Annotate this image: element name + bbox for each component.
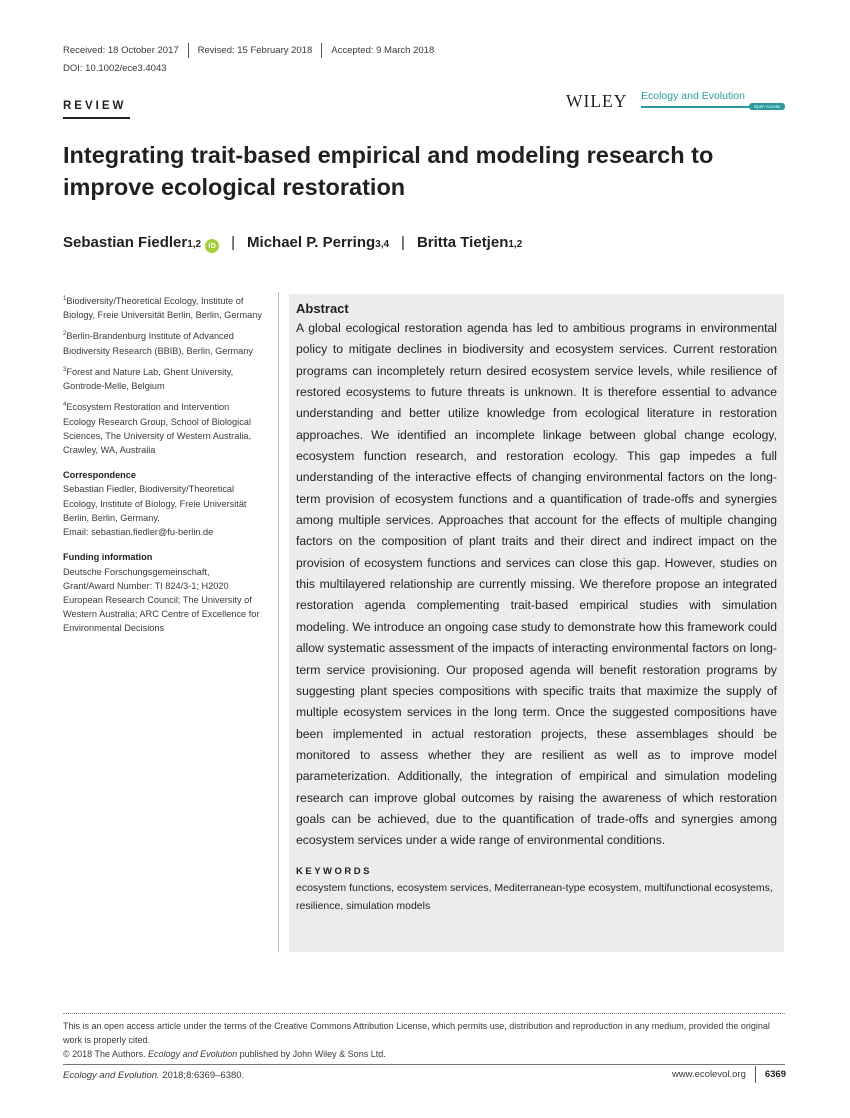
abstract-panel — [289, 294, 784, 952]
affiliation-text: Ecosystem Restoration and Intervention Ecology Research Group, School of Biological Sciences, The University of Western Australia, Crawley, WA, Australia — [63, 402, 252, 456]
copyright-suffix: published by John Wiley & Sons Ltd. — [239, 1049, 386, 1059]
citation-details: 2018;8:6369–6380. — [162, 1070, 245, 1081]
keywords-heading: KEYWORDS — [296, 865, 372, 877]
doi[interactable]: DOI: 10.1002/ece3.4043 — [63, 63, 167, 74]
author-separator: | — [231, 234, 236, 251]
journal-name: Ecology and Evolution — [641, 90, 745, 102]
open-access-badge: Open Access — [749, 103, 785, 110]
correspondence-text: Sebastian Fiedler, Biodiversity/Theoretical Ecology, Institute of Biology, Freie Universität Berlin, Berlin, Germany. — [63, 484, 247, 523]
keywords-text: ecosystem functions, ecosystem services, Mediterranean-type ecosystem, multifunctional ecosystems, resilience, simulation models — [296, 881, 773, 912]
affiliation-number: 1 — [63, 296, 67, 302]
author-affiliation: 1,2 — [508, 239, 523, 250]
funding-text: Deutsche Forschungsgemeinschaft, Grant/Award Number: TI 824/3-1; H2020 European Research Council; The University of Western Australia; ARC Centre of Excellence for Environmental Decisions — [63, 566, 260, 634]
affiliation-number: 3 — [63, 366, 67, 373]
divider — [321, 43, 322, 58]
publisher-logo: WILEY — [566, 91, 628, 111]
section-label: REVIEW — [63, 100, 127, 112]
footer-rule — [63, 1064, 785, 1065]
footnote-divider — [63, 1013, 785, 1014]
footer-right — [672, 1066, 786, 1083]
author-affiliation: 3,4 — [375, 239, 390, 250]
article-sidebar — [63, 292, 263, 636]
license-text: This is an open access article under the terms of the Creative Commons Attribution License, which permits use, distribution and reproduction in any medium, provided the original work is properly cited. — [63, 1021, 770, 1045]
author-name[interactable]: Michael P. Perring — [247, 234, 376, 251]
abstract-heading: Abstract — [296, 301, 349, 316]
orcid-icon[interactable]: iD — [205, 239, 219, 253]
affiliation-number: 2 — [63, 331, 67, 338]
affiliation-number: 4 — [63, 402, 67, 409]
abstract-text: A global ecological restoration agenda has led to ambitious programs in environmental policy to mitigate declines in biodiversity and ecosystem services. Current restoration programs can incompletely return desired ecosystem service levels, while resilience of restored ecosystems to future threats is unknown. It is therefore essential to advance understanding and better utilize knowledge from ecological literature in restoration approaches. We identified an incomplete linkage between global change ecology, ecosystem function research, and restoration ecology. This gap impedes a full understanding of the interactive effects of changing environmental factors on the long-term provision of ecosystem functions and a quantification of trade-offs and synergies among multiple services. Approaches that account for the effects of multiple changing factors on the composition of plant traits and their direct and indirect impact on the provision of ecosystem functions and services can close this gap. However, studies on this multilayered relationship are currently missing. We therefore propose an integrated restoration agenda complementing trait-based empirical studies with simulation modeling. We introduce an ongoing case study to demonstrate how this framework could allow systematic assessment of the impacts of interacting environmental factors on long-term service provisioning. Our proposed agenda will benefit restoration programs by suggesting plant species compositions with specific traits that maximize the supply of multiple ecosystem services in the long term. Once the suggested compositions have been implemented in actual restoration projects, these assemblages should be monitored to assess whether they are resilient as well as to improve model parameterization. Additionally, the integration of empirical and simulation modeling research can improve global outcomes by raising the awareness of which restoration goals can be achieved, due to the quantification of trade-offs and synergies among ecosystem services under a wide range of environmental conditions. — [296, 321, 777, 848]
journal-logo — [641, 90, 786, 112]
correspondence-heading: Correspondence — [63, 470, 137, 481]
affiliation-text: Forest and Nature Lab, Ghent University, Gontrode-Melle, Belgium — [63, 367, 234, 392]
affiliation — [63, 292, 263, 322]
affiliation — [63, 398, 263, 457]
journal-website-link[interactable]: www.ecolevol.org — [671, 1069, 746, 1080]
affiliation-text: Biodiversity/Theoretical Ecology, Institute of Biology, Freie Universität Berlin, Berlin, Germany — [63, 296, 262, 321]
accepted-date: Accepted: 9 March 2018 — [331, 45, 435, 56]
page-number: 6369 — [764, 1069, 786, 1080]
funding-heading: Funding information — [63, 552, 153, 563]
author-list — [63, 234, 522, 252]
author-name[interactable]: Britta Tietjen — [416, 234, 509, 251]
affiliation — [63, 327, 263, 357]
license-notice — [63, 1019, 785, 1061]
received-date: Received: 18 October 2017 — [63, 45, 179, 56]
journal-logo-rule — [641, 106, 749, 108]
author-separator: | — [401, 234, 405, 251]
citation-journal: Ecology and Evolution. — [63, 1070, 160, 1081]
revised-date: Revised: 15 February 2018 — [197, 45, 313, 56]
author-name[interactable]: Sebastian Fiedler — [63, 234, 188, 251]
article-title: Integrating trait-based empirical and modeling research to improve ecological restoration — [63, 142, 714, 200]
divider — [755, 1066, 756, 1083]
section-underline — [63, 117, 130, 119]
copyright-line — [63, 1047, 785, 1061]
copyright-prefix: © 2018 The Authors. — [63, 1049, 146, 1059]
divider — [188, 43, 189, 58]
citation — [63, 1070, 244, 1081]
affiliation — [63, 363, 263, 393]
copyright-journal: Ecology and Evolution — [148, 1049, 238, 1059]
author-affiliation: 1,2 — [187, 239, 202, 250]
article-dates — [63, 43, 434, 58]
affiliation-text: Berlin-Brandenburg Institute of Advanced Biodiversity Research (BBIB), Berlin, Germany — [63, 331, 253, 356]
correspondence-email[interactable]: Email: sebastian.fiedler@fu-berlin.de — [63, 527, 214, 538]
column-divider — [278, 292, 279, 952]
